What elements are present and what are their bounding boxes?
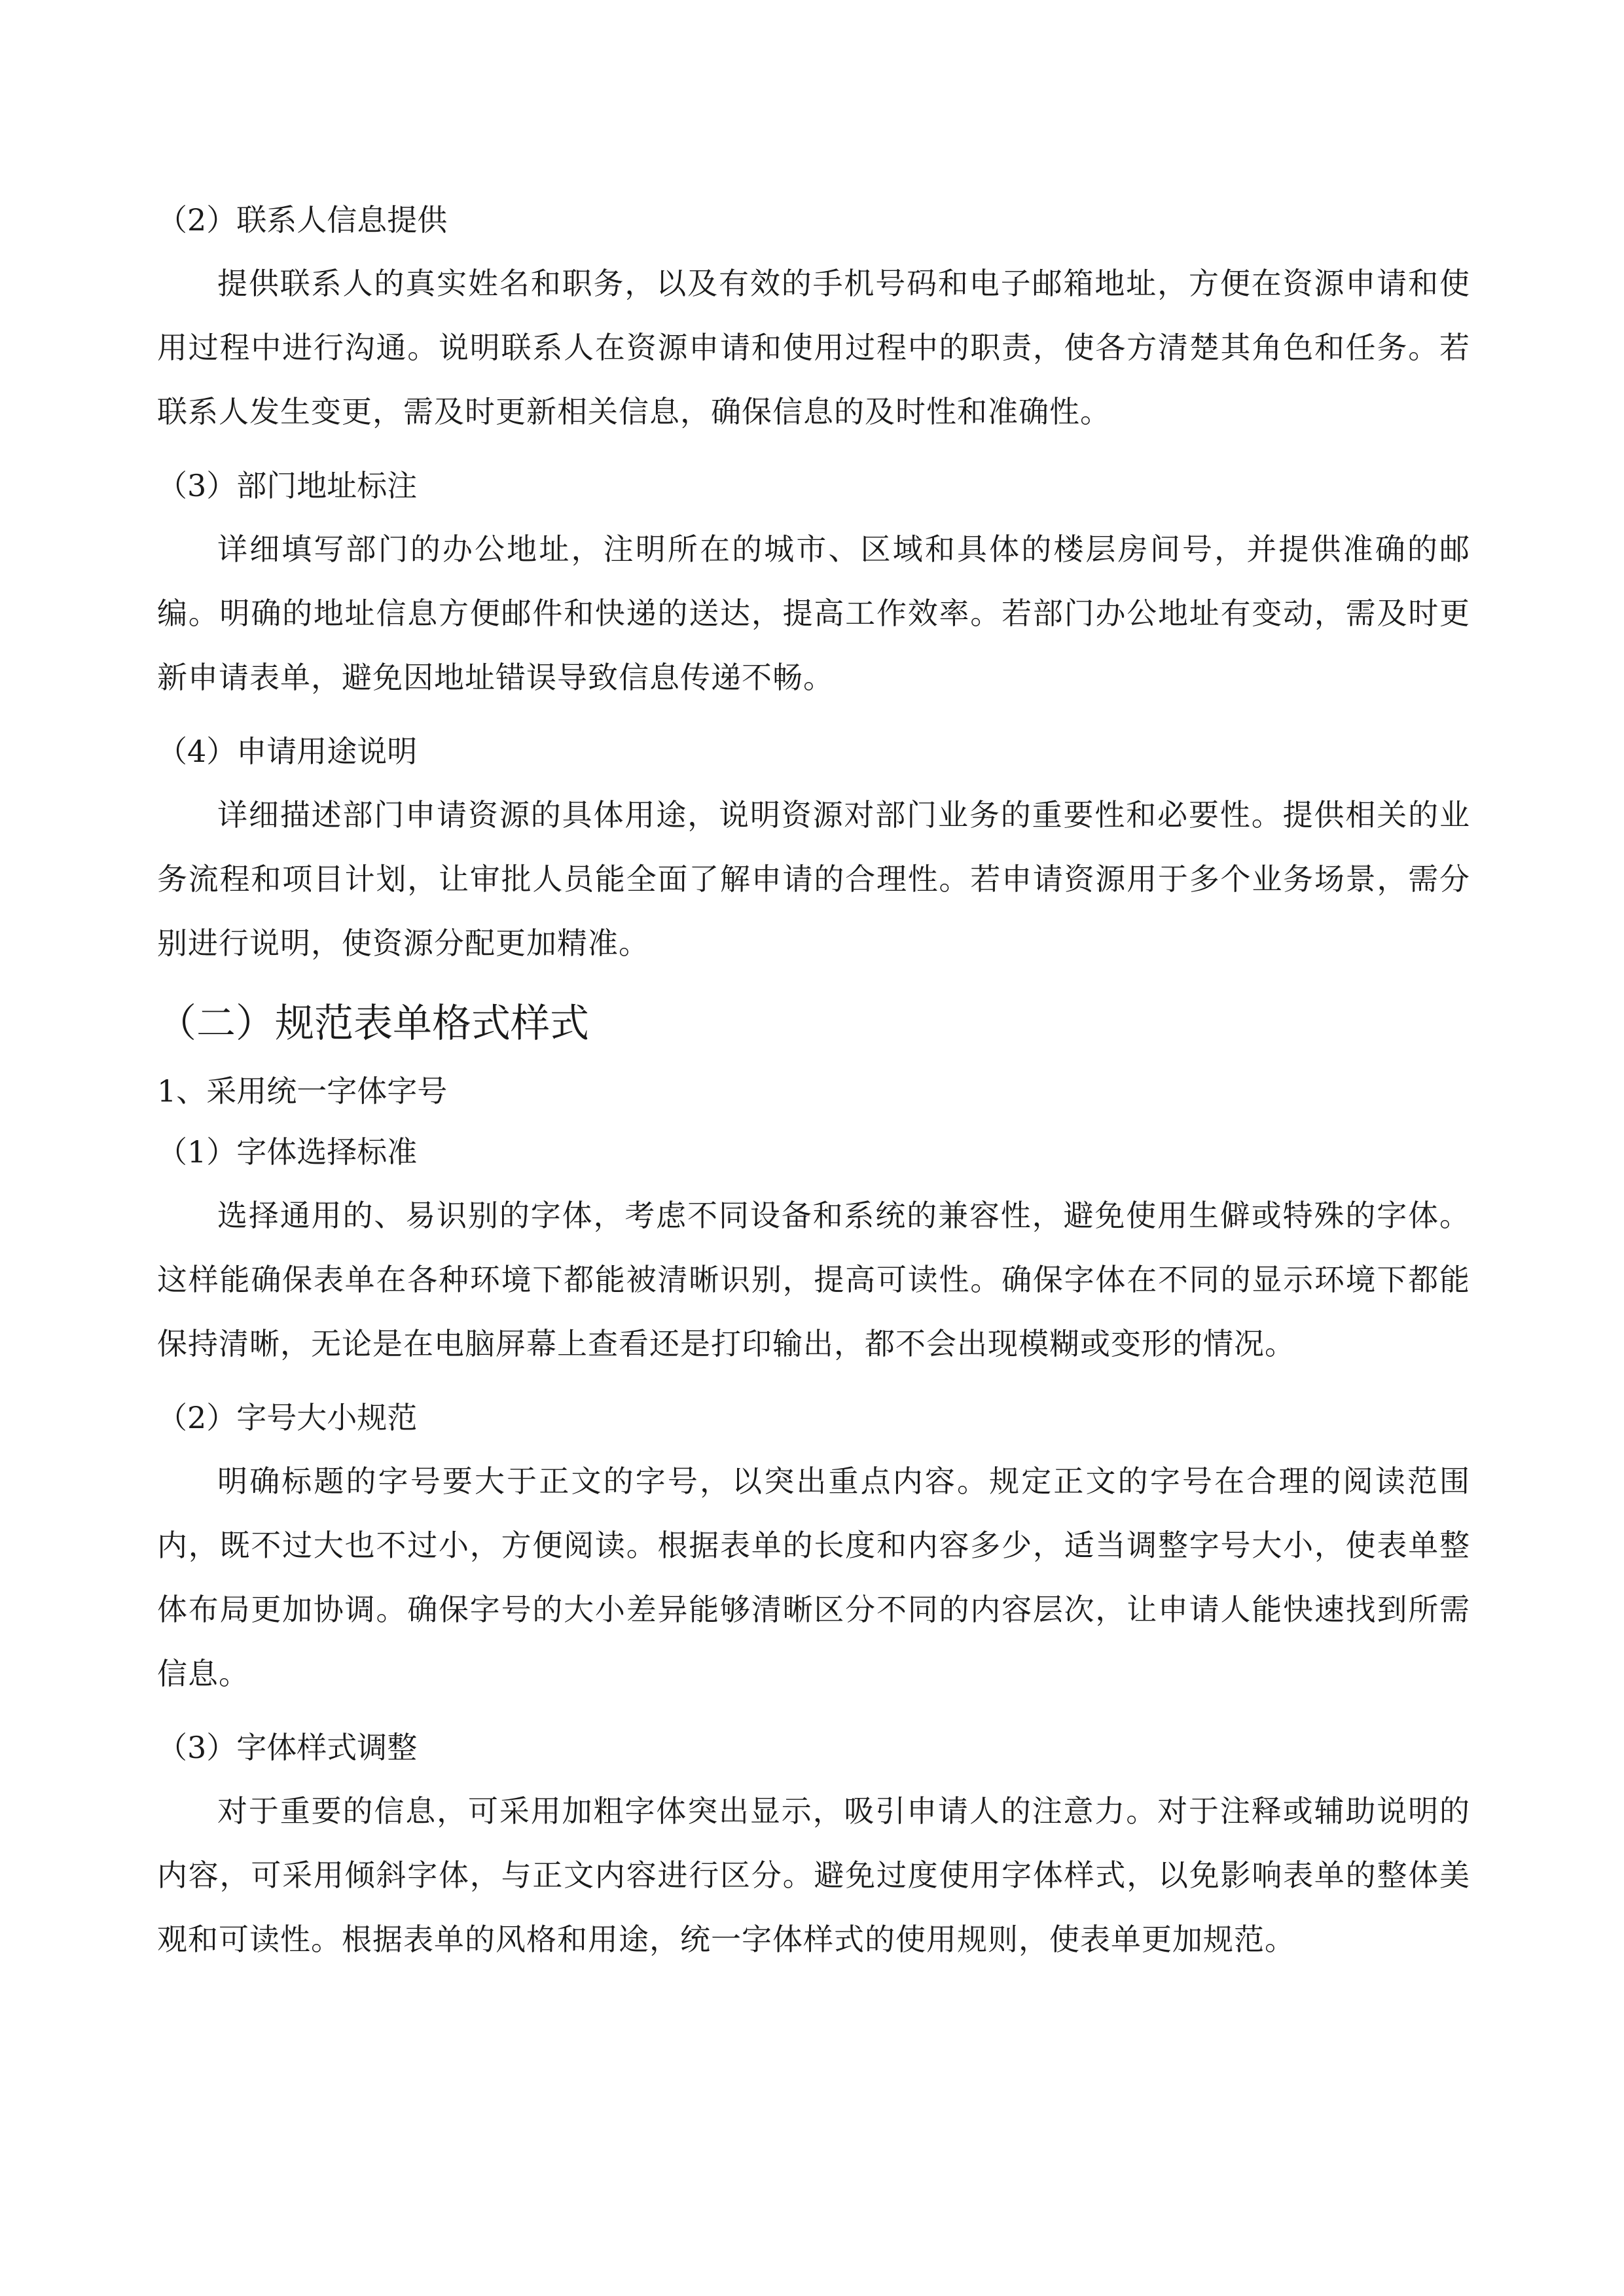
subheading-department-address: （3）部门地址标注: [157, 468, 418, 503]
paragraph-application-purpose: 详细描述部门申请资源的具体用途，说明资源对部门业务的重要性和必要性。提供相关的业务流程和项目计划，让审批人员能全面了解申请的合理性。若申请资源用于多个业务场景，需分别进行说明，使资源分配更加精准。: [157, 797, 1470, 961]
spacer: [157, 1706, 1470, 1716]
paragraph-department-address: 详细填写部门的办公地址，注明所在的城市、区域和具体的楼层房间号，并提供准确的邮编。明确的地址信息方便邮件和快递的送达，提高工作效率。若部门办公地址有变动，需及时更新申请表单，避免因地址错误导致信息传递不畅。: [157, 531, 1470, 695]
spacer: [157, 1376, 1470, 1386]
subheading-application-purpose: （4）申请用途说明: [157, 734, 418, 769]
spacer: [157, 975, 1470, 986]
subheading-font-style: （3）字体样式调整: [157, 1730, 418, 1765]
section-title-form-format: （二）规范表单格式样式: [157, 1001, 589, 1047]
paragraph-font-size: 明确标题的字号要大于正文的字号，以突出重点内容。规定正文的字号在合理的阅读范围内，既不过大也不过小，方便阅读。根据表单的长度和内容多少，适当调整字号大小，使表单整体布局更加协调。确保字号的大小差异能够清晰区分不同的内容层次，让申请人能快速找到所需信息。: [157, 1463, 1470, 1691]
paragraph-font-style: 对于重要的信息，可采用加粗字体突出显示，吸引申请人的注意力。对于注释或辅助说明的内容，可采用倾斜字体，与正文内容进行区分。避免过度使用字体样式，以免影响表单的整体美观和可读性。根据表单的风格和用途，统一字体样式的使用规则，使表单更加规范。: [157, 1793, 1470, 1957]
paragraph-contact-info: 提供联系人的真实姓名和职务，以及有效的手机号码和电子邮箱地址，方便在资源申请和使用过程中进行沟通。说明联系人在资源申请和使用过程中的职责，使各方清楚其角色和任务。若联系人发生变更，需及时更新相关信息，确保信息的及时性和准确性。: [157, 266, 1470, 429]
spacer: [157, 444, 1470, 454]
subheading-font-selection: （1）字体选择标准: [157, 1134, 418, 1170]
subheading-font-size: （2）字号大小规范: [157, 1400, 418, 1435]
subheading-contact-info: （2）联系人信息提供: [157, 202, 448, 238]
spacer: [157, 709, 1470, 720]
paragraph-font-selection: 选择通用的、易识别的字体，考虑不同设备和系统的兼容性，避免使用生僻或特殊的字体。这样能确保表单在各种环境下都能被清晰识别，提高可读性。确保字体在不同的显示环境下都能保持清晰，无论是在电脑屏幕上查看还是打印输出，都不会出现模糊或变形的情况。: [157, 1198, 1470, 1361]
heading-unified-font: 1、采用统一字体字号: [157, 1073, 448, 1109]
document-body: [157, 188, 1470, 1971]
